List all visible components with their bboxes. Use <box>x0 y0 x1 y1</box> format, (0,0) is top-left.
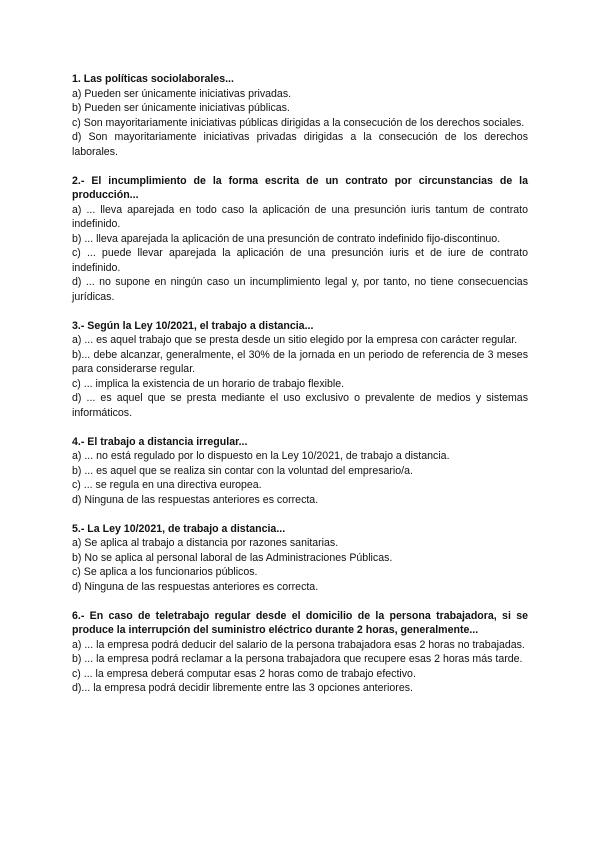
answer-option-b: b) ... lleva aparejada la aplicación de una presunción de contrato indefinido fijo-discontinuo. <box>72 232 501 245</box>
answer-option-d: d) Ninguna de las respuestas anteriores es correcta. <box>72 493 319 506</box>
question-6 <box>72 609 528 696</box>
question-title: 1. Las políticas sociolaborales... <box>72 73 234 85</box>
answer-option-d: d) ... no supone en ningún caso un incumplimiento legal y, por tanto, no tiene consecuencias jurídicas. <box>72 276 528 303</box>
answer-option-d: d)... la empresa podrá decidir libremente entre las 3 opciones anteriores. <box>72 682 413 694</box>
question-title: 6.- En caso de teletrabajo regular desde el domicilio de la persona trabajadora, si se produce la interrupción del suministro eléctrico durante 2 horas, generalmente... <box>72 609 528 636</box>
answer-option-a: a) ... la empresa podrá deducir del salario de la persona trabajadora esas 2 horas no trabajadas. <box>72 638 525 651</box>
answer-option-b: b) No se aplica al personal laboral de las Administraciones Públicas. <box>72 551 393 564</box>
question-3 <box>72 319 528 421</box>
answer-option-b: b) ... la empresa podrá reclamar a la persona trabajadora que recupere esas 2 horas más tarde. <box>72 653 523 665</box>
question-title: 4.- El trabajo a distancia irregular... <box>72 435 248 448</box>
question-1 <box>72 72 528 159</box>
answer-option-d: d) Ninguna de las respuestas anteriores es correcta. <box>72 580 319 593</box>
question-2 <box>72 174 528 305</box>
question-title: 2.- El incumplimiento de la forma escrita de un contrato por circunstancias de la producción... <box>72 174 528 201</box>
answer-option-a: a) Pueden ser únicamente iniciativas privadas. <box>72 87 292 100</box>
answer-option-a: a) Se aplica al trabajo a distancia por razones sanitarias. <box>72 537 339 549</box>
answer-option-a: a) ... lleva aparejada en todo caso la aplicación de una presunción iuris tantum de contrato indefinido. <box>72 203 528 230</box>
answer-option-b: b) Pueden ser únicamente iniciativas públicas. <box>72 102 290 114</box>
answer-option-c: c) ... implica la existencia de un horario de trabajo flexible. <box>72 377 345 390</box>
answer-option-c: c) Se aplica a los funcionarios públicos. <box>72 566 258 578</box>
answer-option-d: d) Son mayoritariamente iniciativas privadas dirigidas a la consecución de los derechos laborales. <box>72 131 528 158</box>
answer-option-c: c) ... puede llevar aparejada la aplicación de una presunción iuris et de iure de contrato indefinido. <box>72 247 528 274</box>
answer-option-a: a) ... no está regulado por lo dispuesto en la Ley 10/2021, de trabajo a distancia. <box>72 450 450 462</box>
document-page <box>72 72 528 710</box>
question-title: 3.- Según la Ley 10/2021, el trabajo a distancia... <box>72 319 314 332</box>
answer-option-c: c) ... se regula en una directiva europea. <box>72 479 262 491</box>
answer-option-c: c) ... la empresa deberá computar esas 2 horas como de trabajo efectivo. <box>72 667 416 680</box>
answer-option-b: b) ... es aquel que se realiza sin contar con la voluntad del empresario/a. <box>72 464 413 477</box>
answer-option-a: a) ... es aquel trabajo que se presta desde un sitio elegido por la empresa con carácter regular. <box>72 334 518 346</box>
answer-option-d: d) ... es aquel que se presta mediante el uso exclusivo o prevalente de medios y sistemas informáticos. <box>72 392 528 419</box>
question-5 <box>72 522 528 595</box>
answer-option-b: b)... debe alcanzar, generalmente, el 30% de la jornada en un periodo de referencia de 3 meses para considerarse regular. <box>72 348 528 375</box>
question-title: 5.- La Ley 10/2021, de trabajo a distancia... <box>72 522 286 535</box>
answer-option-c: c) Son mayoritariamente iniciativas públicas dirigidas a la consecución de los derechos sociales. <box>72 116 525 129</box>
question-4 <box>72 435 528 508</box>
